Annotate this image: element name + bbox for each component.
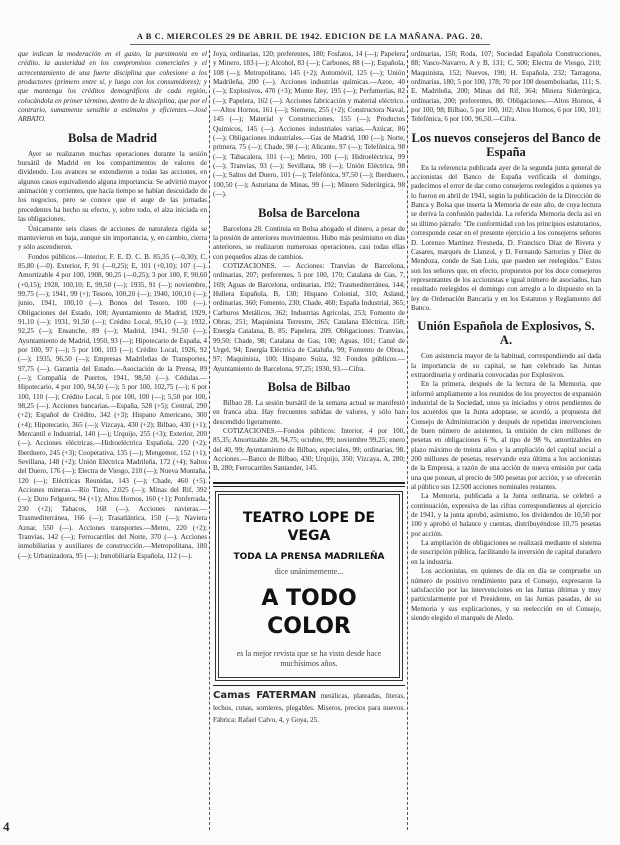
stock-quotes: COTIZACIONES.—Fondos públicos: Interior, 4 por 100, 85,35; Amortizable 28, 94,75; octubre, 99; noviembre 99,25; enero del 40, 99; Ayuntamiento de Bilbao, especiales, 99; ordinarias, 98. Acciones.—Banco de Bilbao, 430; Urquijo, 350; Vizcaya, A, 280; B, 280; Ferrocarriles Santander, 145. bbox=[213, 427, 405, 473]
ad-show-title: A TODO COLOR bbox=[261, 585, 357, 639]
column-3 bbox=[411, 50, 601, 835]
paragraph: La ampliación de obligaciones se realizará mediante el sistema de suscripción pública, facilitando la inversión de capital duradero en la industria. bbox=[411, 539, 601, 566]
ad-subtitle: TODA LA PRENSA MADRILEÑA bbox=[233, 551, 385, 562]
ad-rule bbox=[213, 486, 405, 487]
paragraph: Ayer se realizaron muchas operaciones durante la sesión bursátil de Madrid en los compartimentos de valores de dividendo. Los avances se extendieron a todas las acciones, en algunos casos equivaliendo alguna importancia. Se advirtió mayor animación y corrientes, que hacía tiempo se habían descuidado de los negocios, pero se conoce que el auge de las jornadas precedentes ha hecho su efecto, y, sobre todo, el alza iniciada en las obligaciones. bbox=[18, 149, 207, 224]
column-divider bbox=[407, 50, 408, 830]
column-1 bbox=[18, 50, 207, 818]
heading-consejeros-banco: Los nuevos consejeros del Banco de España bbox=[411, 130, 601, 159]
paragraph: En la primera, después de la lectura de la Memoria, que informó ampliamente a los reunidos de los proyectos de expansión industrial de la Sociedad, unos ya iniciados y otros pendientes de los acuerdos que la Junta adoptase, se acordó, a propuesta del Consejo de Administración y después de repetidas intervenciones de buen número de asistentes, la emisión de cien millones de pesetas en obligaciones 6 %, al tipo de 98 %, amortizables en plazo máximo de treinta años y la ampliación del capital social a 200 millones de pesetas, reservando esta última a los accionistas de la Empresa, a razón de una acción de nueva emisión por cada una que posean, al precio de 500 pesetas por acción, y se ofrecerán al público sus 12.500 acciones nominales restantes. bbox=[411, 380, 601, 492]
stock-quotes: Fondos públicos.—Interior, F. E. D. C. B. 85,35 (—0,30); C, 85,80 (—0). Exterior, F, 91 (—0,25); E, 101 (+0,10); 107 (—). Amortizable 4 por 100, 1908, 90,25 (—0,25); 3 por 100, F, 90,60 (+0,15); 1928, 100,10; E, 99,50 (—); 1935, 91 (—); noviembre, 99,75 (—); 1941, 99 (+); Tesoro, 100,20 (—); 1940, 100,10 (—); junio, 1941, 100,10 (—). Bonos del Tesoro, 100 (—). Obligaciones del Estado, 108; Ayuntamiento de Madrid, 1929, 91,10 (—); 1931, 91,50 (—); Crédito Local, 95,10 (—); 1932, 92,25 (—); Ensanche, 89 (—); Madrid, 1941, 91,50 (—); Ayuntamiento de Madrid, 1950, 93 (—); Hipotecario de España, 4 por 100, 97 (—); 5 por 100, 103 (—); Crédito Local, 1926, 92 (—); 1935, 96,50 (—); Empresas Madrileñas de Transportes, 97,75 (—). Garantía del Estado.—Asociación de la Prensa, 89 (—); Compañía de Puertos, 1941, 98,50 (—). Cédulas.—Hipotecario, 4 por 100, 94,50 (—); 5 por 100, 102,75 (—); 6 por 100, 110 (—); Crédito Local, 5 por 100, 100 (—); 5,50 por 100, 98,25 (—). Acciones bancarias.—España, 528 (+5); Central, 290 (+2); Español de Crédito, 342 (+3); Hispano Americano, 300 (+4); Hipotecario, 365 (—); Vizcaya, 430 (+2); Bilbao, 430 (+1); Mercantil e Industrial, 140 (—); Urquijo, 255 (+3); Exterior, 200 (—). Acciones eléctricas.—Hidroeléctrica Española, 220 (+2); Iberduero, 245 (+3); Cooperativa, 135 (—); Mengemor, 152 (+1); Sevillana, 148 (+2); Unión Eléctrica Madrileña, 172 (+4); Saltos del Duero, 176 (—); Electra de Viesgo, 210 (—); Nueva Montaña, 120 (—); Eléctricas Reunidas, 143 (—); Chade, 460 (+5). Acciones mineras.—Río Tinto, 2.025 (—); Minas del Rif, 392 (—); Duro Felguera, 94 (+1); Altos Hornos, 160 (+1); Ponferrada, 230 (+2); Tabacos, 168 (—). Acciones navieras.—Trasmediterránea, 166 (—); Trasatlántica, 150 (—); Naviera Aznar, 550 (—). Acciones transportes.—Metro, 220 (+2); Tranvías, 142 (—); Ferrocarriles del Norte, 370 (—). Acciones inmobiliarias y auxiliares de construcción.—Metropolitana, 180 (—); Urbanizadora, 95 (—); Inmobiliaria Española, 112 (—). bbox=[18, 252, 207, 560]
heading-bolsa-bilbao: Bolsa de Bilbao bbox=[267, 380, 351, 394]
article-conclusion: que indican la moderación en el gasto, la parsimonia en el crédito, la austeridad en los compromisos comerciales y el acrecentamiento de una fuerte disciplina que cohesione a los productores (primero entre sí, y luego con los consumidores); y que mantenga los créditos demográficos de cada región, colocándola en primer término, dentro de la disciplina, que por el contrario, sumamente sensible a estímulos y eficientes.—José ARBATO. bbox=[18, 50, 207, 124]
stock-quotes: COTIZACIONES. — Acciones: Tranvías de Barcelona, ordinarias, 207; preferentes, 5 por 100, 170; Catalana de Gas, 7, 169; Aguas de Barcelona, ordinarias, 192; Trasmediterránea, 144; Hullera Española, B, 130; Hispano Colonial, 310; Asland, ordinarias, 360; Fomento, 230; Chade, 460; España Industrial, 365; Carburos Metálicos, 362; Industrias Agrícolas, 253; Fomento de Obras, 251; Maquinista Terrestre, 265; Catalana Eléctrica, 158; Energía Catalana, B, 85; Papelera, 209. Obligaciones: Tranvías, 99,50; Chade, 98; Catalana de Gas, 100; Aguas, 101; Canal de Urgel, 94; Energía Eléctrica de Cataluña, 99; Fomento de Obras, 97; Maquinista, 100; Hispano Suiza, 92. Fondos públicos.—Ayuntamiento de Barcelona, 97,25; 1930, 93.—Cifra. bbox=[213, 261, 405, 373]
heading-bolsa-barcelona: Bolsa de Barcelona bbox=[258, 205, 360, 220]
ad-rule bbox=[213, 685, 405, 686]
masthead: A B C. MIERCOLES 29 DE ABRIL DE 1942. EDICION DE LA MAÑANA. PAG. 20. bbox=[136, 32, 484, 41]
heading-explosivos: Unión Española de Explosivos, S. A. bbox=[417, 319, 595, 348]
paragraph: En la referencia publicada ayer de la segunda junta general de accionistas del Banco de España verificada el domingo, padecimos el error de dar como consejeros reelegidos a quienes ya lo fueron en abril de 1941, según la publicación de la Dirección de Banca y Bolsa que inserta la Memoria de este año, de cuya lectura se deriva la confusión padecida. La referida Memoria decía así en su último párrafo: "De conformidad con los principios estatutarios, corresponde cesar en el presente ejercicio a los consejeros señores D. Lorenzo Martínez Fresneda, D. Francisco Díaz de Rivera y Casares, marqués de Llanzol, y D. Fernando Sartorius y Díez de Mendoza, conde de San Luis, que pueden ser reelegidos." Estos son los señores que, en efecto, propuestos por los doce consejeros representantes de los accionistas e igual número de asociados, han resultado reelegidos el domingo con arreglo a lo dispuesto en la ley de Ordenación Bancaria y en los Estatutos y Reglamento del Banco. bbox=[411, 163, 601, 312]
paragraph: La Memoria, publicada a la Junta ordinaria, se celebró a continuación, expresiva de las cifras correspondientes al ejercicio de 1941, y la junta aprobó, asimismo, los dividendos de 10,50 por 100 y aprobó el balance y cuentas, distribuyéndose 10,75 pesetas por acción. bbox=[411, 492, 601, 538]
ad-review: es la mejor revista que se ha visto desde hace muchísimos años. bbox=[236, 648, 382, 668]
ad-tagline: dice unánimemente... bbox=[274, 566, 344, 576]
page-marker: 4 bbox=[3, 819, 10, 834]
theatre-advertisement bbox=[215, 491, 403, 681]
faterman-advertisement bbox=[213, 690, 405, 726]
ad-theatre-name: TEATRO LOPE DE VEGA bbox=[242, 509, 376, 544]
paragraph: Únicamente seis clases de acciones de naturaleza rígida se mantuvieron en baja, aunque sin importancia, y, en cambio, cierra y sólo ascendieron. bbox=[18, 224, 207, 252]
paragraph: Barcelona 28. Continúa en Bolsa ahogado el dinero, a pesar de la presión de anteriores movimientos. Hubo más pesimismo en días anteriores, se realizaron numerosas operaciones, casi todas ellas con pequeños alzas de cambios. bbox=[213, 224, 405, 261]
paragraph: Bilbao 28. La sesión bursátil de la semana actual se manifestó en franca alza. Hay frecuentes subidas de valores, y sólo han descendido ligeramente. bbox=[213, 399, 405, 426]
ad-rule bbox=[213, 482, 405, 484]
column-2 bbox=[213, 50, 405, 835]
paragraph: Los accionistas, en quienes de día en día se compruebe un número de positivo rendimiento para el Consejo, expresaron la satisfacción por las intervenciones en las Juntas últimas y muy particularmente por el Presidente, en las Juntas pasadas, de su Memoria y sus explicaciones, y su reelección en el Consejo, siendo elegido el marqués de Aledo. bbox=[411, 567, 601, 622]
paragraph: Con asistencia mayor de la habitual, correspondiendo así dada la importancia de su capital, se han celebrado las Juntas extraordinaria y ordinaria convocadas por Explosivos. bbox=[411, 352, 601, 379]
stock-quotes: ordinarias, 150; Roda, 107; Sociedad Española Construcciones, 88; Vasco-Navarro, A y B, 131; C, 500; Electra de Viesgo, 210; Maquinista, 152; Nuevos, 190; H. Española, 232; Tarragona, ordinarias, 180; 5 por 100, 178; 70 por 100 desembolsadas, 111; S. E. Madrileña, 200; Minas del Rif, 364; Minera Siderúrgica, ordinarias, 200; preferentes, 80. Obligaciones.—Altos Hornos, 4 por 100, 98; Bilbao, 5 por 100, 102; Altos Hornos, 6 por 100, 101; Telefónica, 6 por 100, 96,50.—Cifra. bbox=[411, 50, 601, 124]
faterman-text: metálicas, plateadas, literas, lechos, cunas, somieres, plegables. Miseros, precios para nuevos. Fábrica: Rafael Calvo, 4, y Goya, 25. bbox=[213, 691, 405, 724]
heading-bolsa-madrid: Bolsa de Madrid bbox=[68, 130, 157, 145]
column-divider bbox=[209, 50, 210, 830]
stock-quotes: Joya, ordinarias, 120; preferentes, 180; Fosfatos, 14 (—); Papelera y Minero, 183 (—); Alcohol, 83 (—); Carbones, 88 (—); Española, 108 (—); Metropolitano, 145 (+2); Automóvil, 125 (—); Unión Madrileña, 200 (—). Acciones industrias químicas.—Azoe, 40 (—); Explosivos, 470 (+3); Monte Rey, 195 (—); Perfumerías, 82 (—); Papelera, 162 (—). Acciones fabricación y material eléctrico.—Altos Hornos, 161 (—); Siemens, 255 (+2); Constructora Naval, 145 (—); Material y Construcciones, 155 (—); Productos Químicos, 145 (—). Acciones industriales varias.—Azúcar, 86 (—); Obligaciones industriales.—Gas de Madrid, 100 (—); Norte, primera, 75 (—); Chade, 98 (—); Alicante, 97 (—); Telefónica, 98 (—); Tabacalera, 101 (—); Metro, 100 (—); Hidroeléctrica, 99 (—); Tranvías, 93 (—); Sevillana, 98 (—); Unión Eléctrica, 98 (—); Saltos del Duero, 101 (—); Telefónica, 97,50 (—); Iberduero, 100,50 (—); Asturiana de Minas, 99 (—); Minero Siderúrgica, 98 (—). bbox=[213, 50, 405, 199]
masthead-rule bbox=[130, 44, 490, 45]
faterman-brand: Camas FATERMAN bbox=[213, 689, 317, 701]
